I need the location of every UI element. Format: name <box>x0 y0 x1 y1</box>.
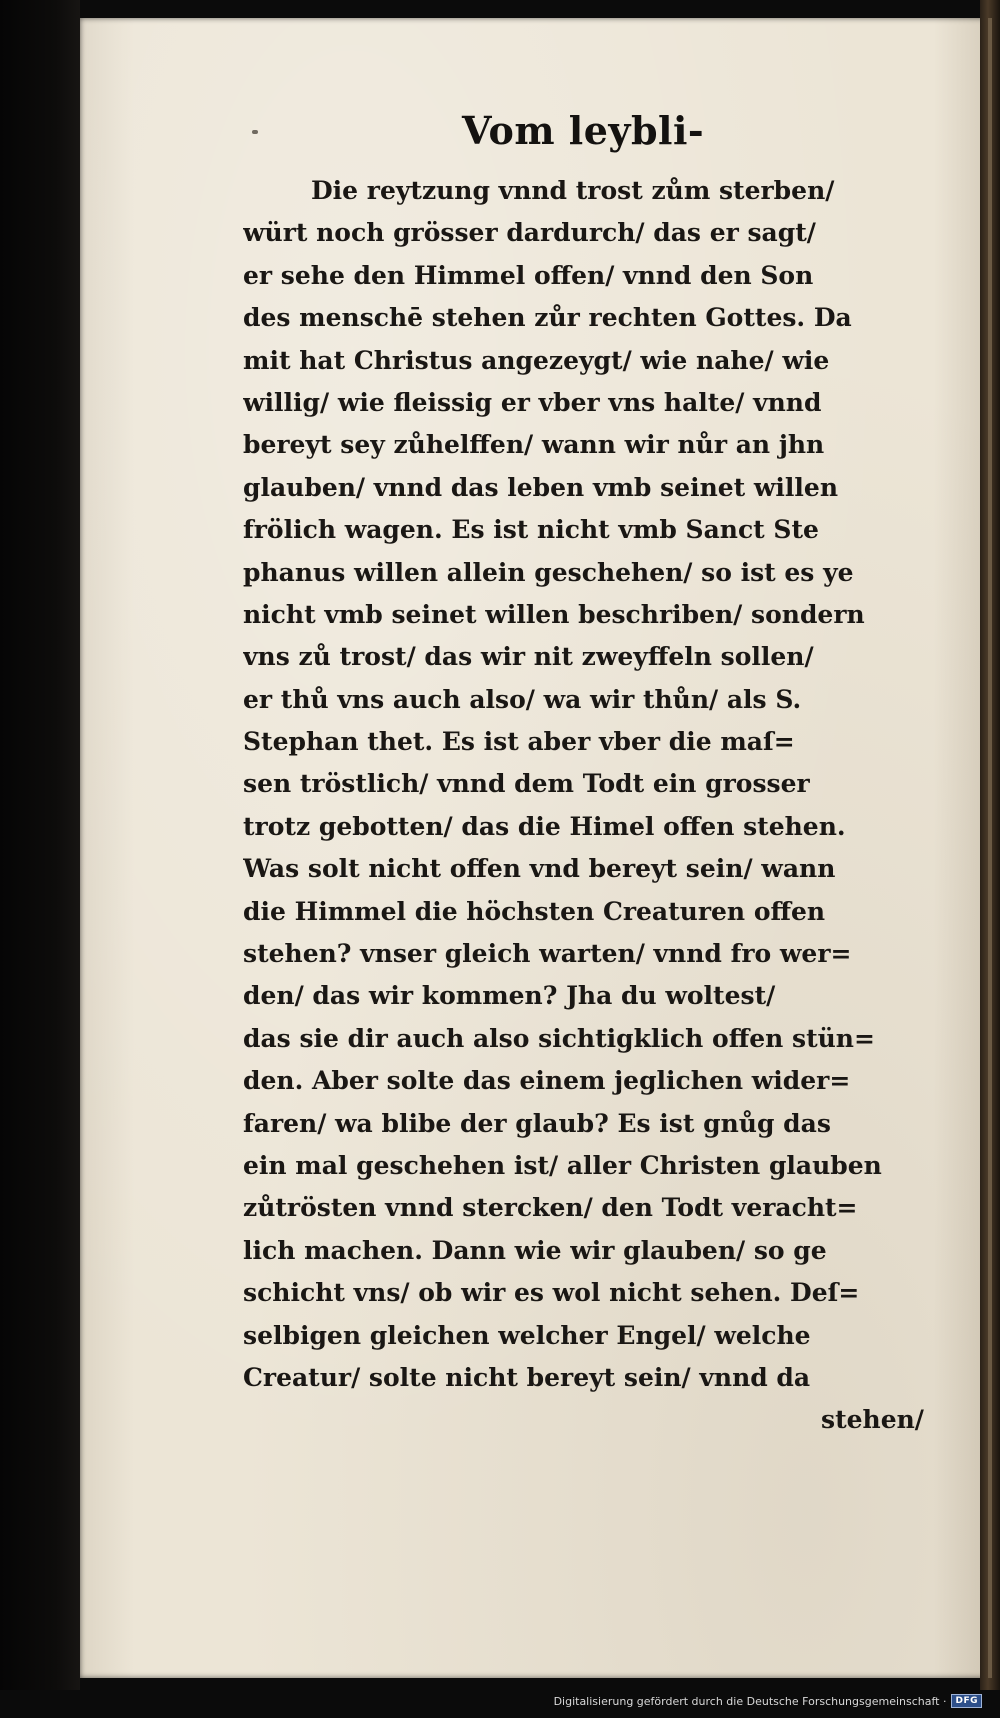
running-head: Vom leybli- <box>462 108 705 153</box>
text-line: willig/ wie fleissig er vber vns halte/ vnnd <box>243 387 822 417</box>
text-line: würt noch grösser dardurch/ das er sagt/ <box>243 218 816 248</box>
text-line: trotz gebotten/ das die Himel offen stehen. <box>243 811 846 841</box>
text-line: bereyt sey zůhelffen/ wann wir nůr an jhn <box>243 430 825 460</box>
text-line: er sehe den Himmel offen/ vnnd den Son <box>243 260 814 290</box>
text-line: das sie dir auch also sichtigklich offen stün= <box>243 1023 875 1053</box>
text-line: nicht vmb seinet willen beschriben/ sondern <box>243 599 865 629</box>
text-line: des menschē stehen zůr rechten Gottes. Da <box>243 303 852 333</box>
text-line: faren/ wa blibe der glaub? Es ist gnůg das <box>243 1108 831 1138</box>
text-line: Was solt nicht offen vnd bereyt sein/ wann <box>243 854 836 884</box>
catchword: stehen/ <box>821 1405 924 1435</box>
text-line: Die reytzung vnnd trost zům sterben/ <box>311 176 835 205</box>
text-line: er thů vns auch also/ wa wir thůn/ als S. <box>243 684 802 714</box>
text-line: vns zů trost/ das wir nit zweyffeln sollen/ <box>243 642 814 672</box>
ink-speck <box>252 130 258 134</box>
text-line: stehen? vnser gleich warten/ vnnd fro wer= <box>243 939 852 969</box>
text-line: die Himmel die höchsten Creaturen offen <box>243 896 826 926</box>
text-line: Creatur/ solte nicht bereyt sein/ vnnd da <box>243 1362 811 1392</box>
funding-credit <box>554 1694 982 1708</box>
text-line: sen tröstlich/ vnnd dem Todt ein grosser <box>243 769 810 799</box>
page-edge-line <box>988 18 992 1678</box>
funding-credit-text: Digitalisierung gefördert durch die Deutsche Forschungsgemeinschaft · <box>553 1694 947 1708</box>
text-line: Stephan thet. Es ist aber vber die maſ= <box>243 727 795 757</box>
dfg-logo-icon: DFG <box>951 1694 982 1708</box>
text-line: zůtrösten vnnd stercken/ den Todt veracht= <box>243 1193 858 1223</box>
text-line: lich machen. Dann wie wir glauben/ so ge <box>243 1235 827 1265</box>
scan-left-margin <box>0 0 80 1718</box>
text-line: den. Aber solte das einem jeglichen wider= <box>243 1066 851 1096</box>
text-line: frölich wagen. Es ist nicht vmb Sanct Ste <box>243 515 819 545</box>
text-line: glauben/ vnnd das leben vmb seinet willen <box>243 472 839 502</box>
text-line: phanus willen allein geschehen/ so ist es ye <box>243 557 854 587</box>
text-line: selbigen gleichen welcher Engel/ welche <box>243 1320 811 1350</box>
text-line: mit hat Christus angezeygt/ wie nahe/ wie <box>243 345 830 375</box>
text-line: schicht vns/ ob wir es wol nicht sehen. Deſ= <box>243 1278 860 1308</box>
text-line: ein mal geschehen ist/ aller Christen glauben <box>243 1150 882 1180</box>
body-text <box>243 170 933 1442</box>
text-line: den/ das wir kommen? Jha du woltest/ <box>243 981 776 1011</box>
